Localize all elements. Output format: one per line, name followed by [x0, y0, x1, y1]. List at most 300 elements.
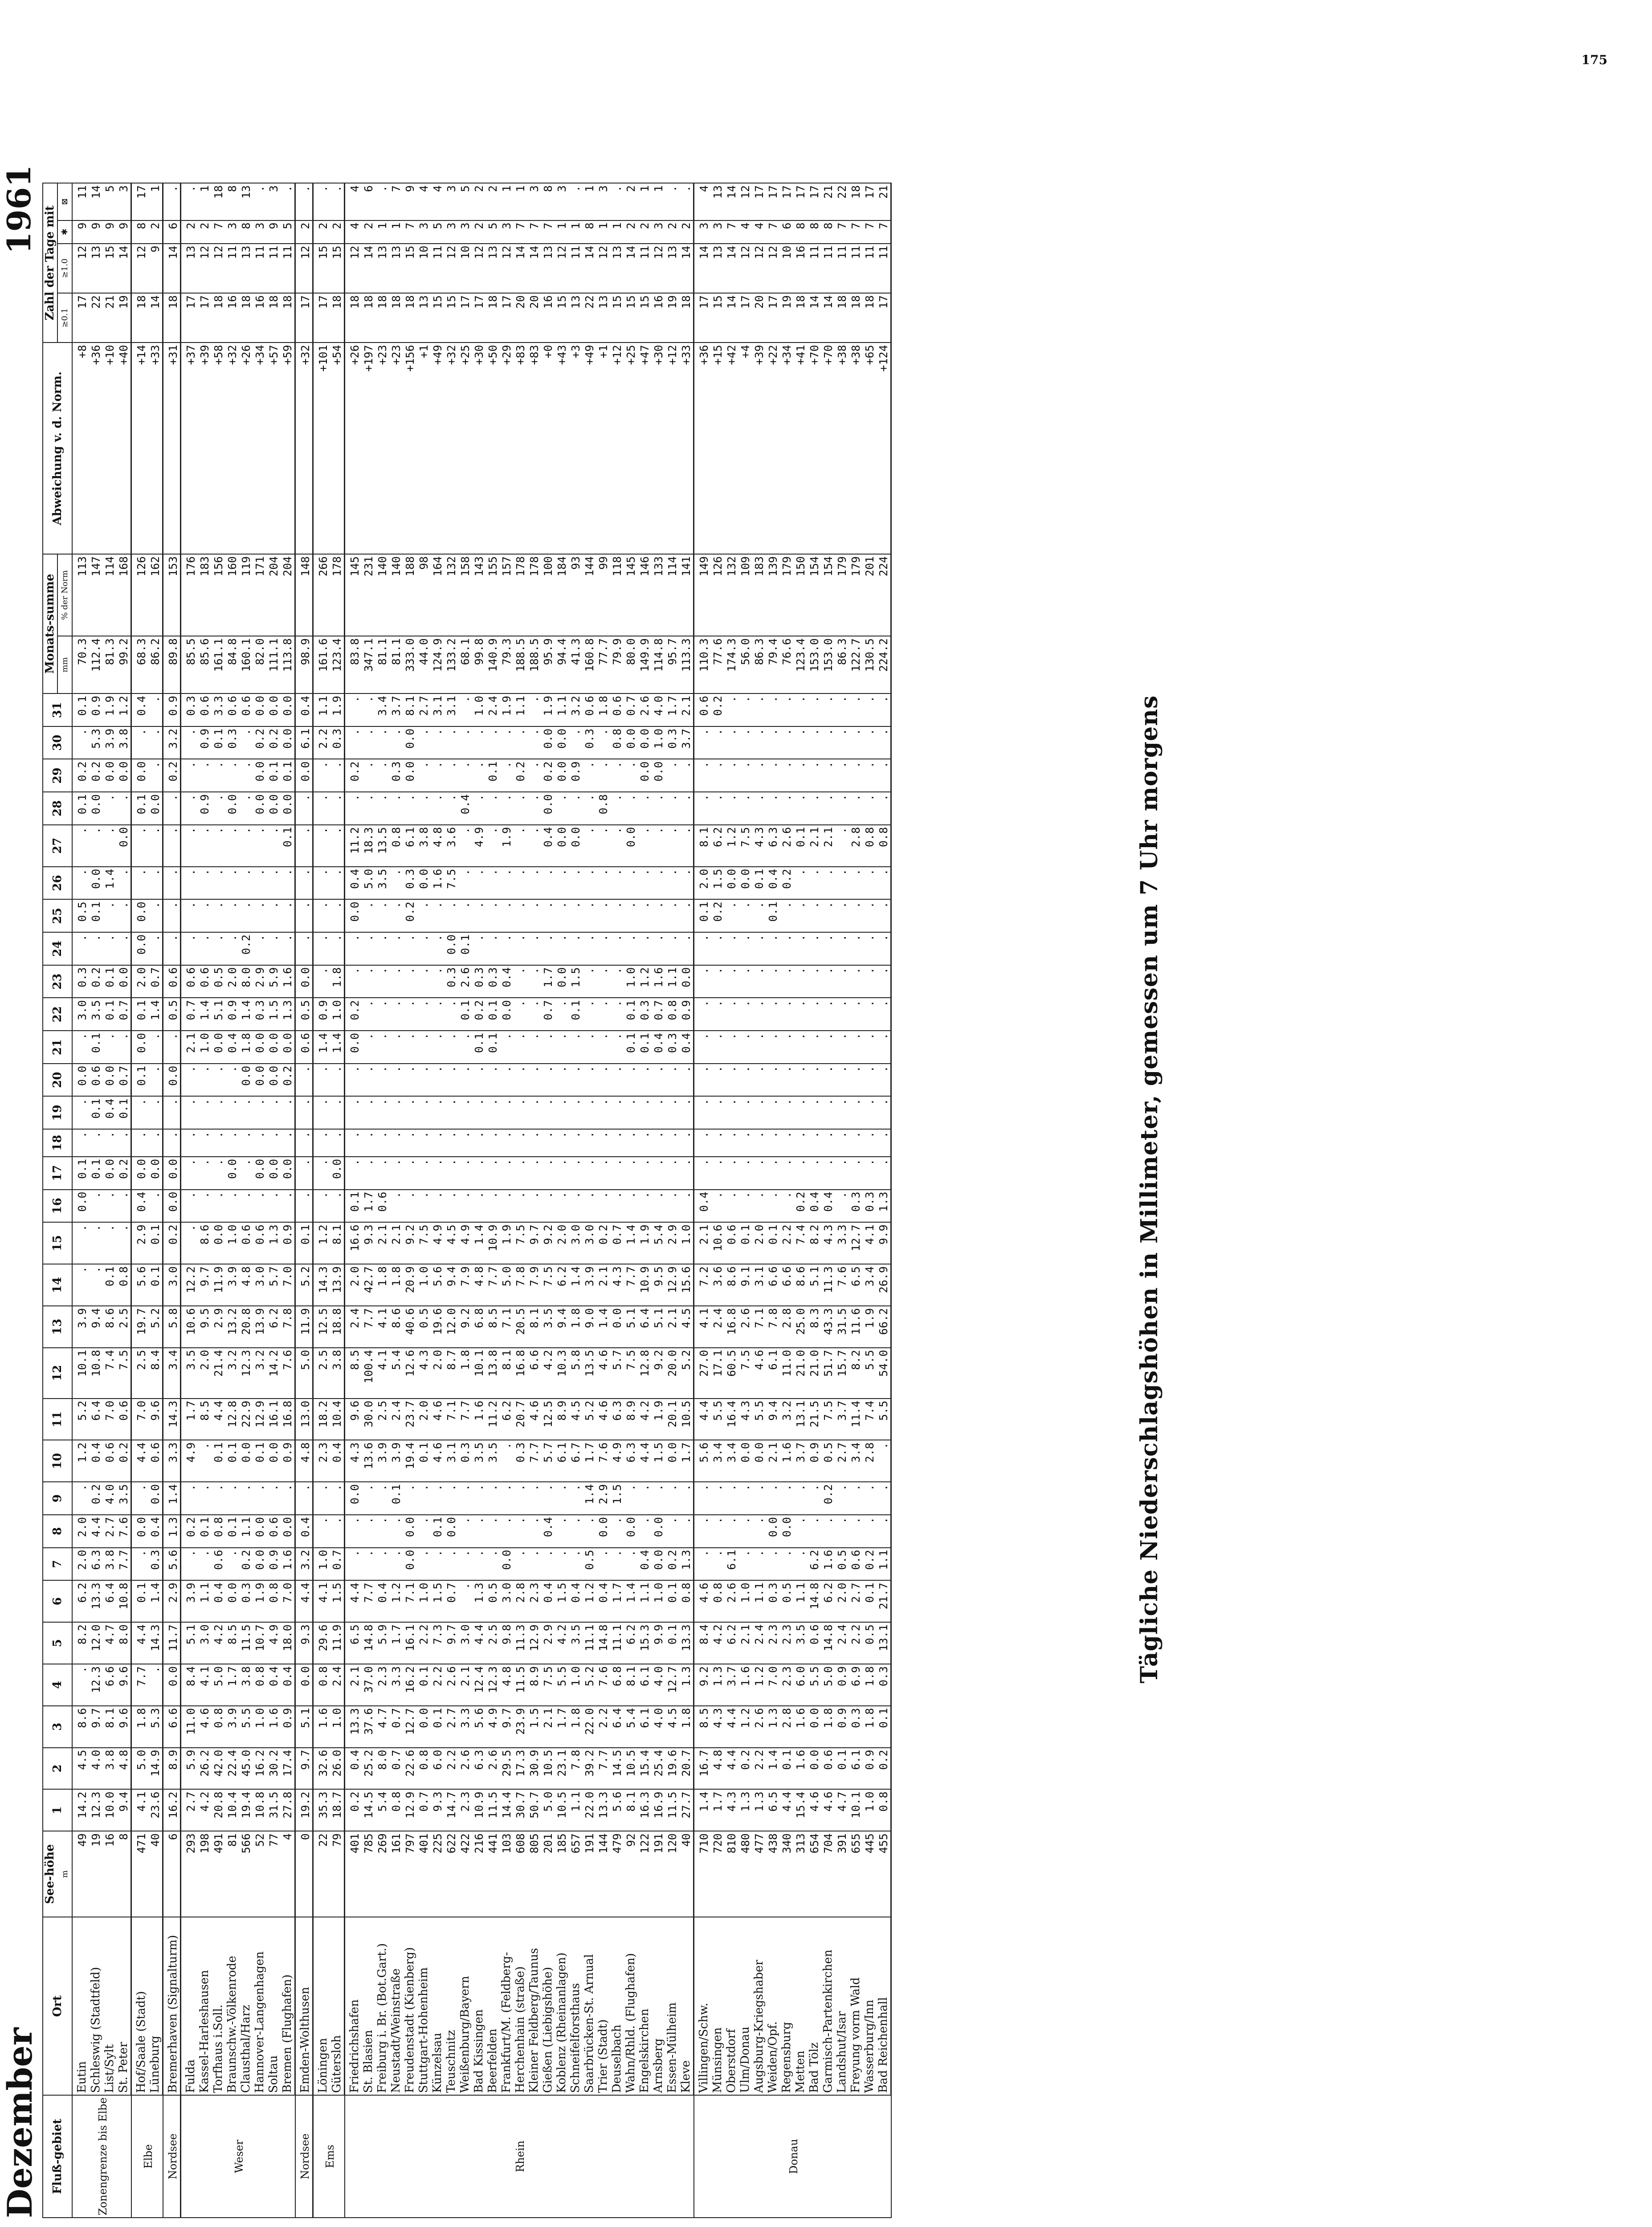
- day-value-cell: .: [389, 1515, 403, 1548]
- pct-norm-cell: 153: [163, 554, 181, 636]
- day-value-cell: 5.6: [431, 1264, 445, 1306]
- day-value-cell: .: [794, 759, 808, 792]
- count-cell: 17: [198, 293, 212, 343]
- day-value-cell: 0.0: [281, 693, 295, 726]
- day-value-cell: .: [752, 693, 766, 726]
- place-cell: Engelskirchen: [638, 1917, 652, 2095]
- table-title: Tägliche Niederschlagshöhen in Millimeter, gemessen um 7 Uhr morgens: [1136, 695, 1163, 1684]
- day-value-cell: 3.0: [253, 1264, 267, 1306]
- day-value-cell: .: [725, 998, 738, 1031]
- day-value-cell: 0.4: [131, 1190, 149, 1223]
- day-value-cell: .: [163, 867, 181, 900]
- day-value-cell: .: [148, 1129, 163, 1157]
- day-value-cell: .: [541, 1157, 555, 1190]
- day-value-cell: 9.5: [652, 1264, 665, 1306]
- day-value-cell: 7.3: [431, 1622, 445, 1664]
- count-cell: 14: [725, 244, 738, 293]
- place-cell: Beerfelden: [486, 1917, 500, 2095]
- day-value-cell: 6.2: [555, 1264, 569, 1306]
- count-cell: 8: [808, 220, 821, 244]
- day-value-cell: 1.1: [665, 965, 679, 998]
- day-value-cell: .: [711, 1515, 725, 1548]
- day-value-cell: 0.3: [877, 1664, 891, 1706]
- day-value-cell: .: [665, 932, 679, 965]
- day-value-cell: 0.0: [500, 998, 514, 1031]
- day-value-cell: .: [596, 867, 610, 900]
- day-value-cell: 0.9: [198, 726, 212, 759]
- day-value-cell: 7.8: [766, 1306, 780, 1348]
- day-value-cell: .: [163, 825, 181, 867]
- day-value-cell: 0.0: [267, 1157, 281, 1190]
- count-cell: 2: [181, 220, 198, 244]
- day-value-cell: 0.1: [794, 825, 808, 867]
- pct-norm-cell: 160: [225, 554, 239, 636]
- day-value-cell: .: [131, 825, 149, 867]
- day-value-cell: 2.2: [417, 1622, 431, 1664]
- day-value-cell: 9.7: [500, 1706, 514, 1748]
- count-cell: 16: [225, 293, 239, 343]
- altitude-cell: 40: [148, 1831, 163, 1917]
- count-cell: 12: [445, 244, 458, 293]
- day-value-cell: 0.6: [89, 1064, 103, 1097]
- day-value-cell: .: [638, 792, 652, 825]
- day-value-cell: .: [313, 1129, 330, 1157]
- day-value-cell: .: [694, 759, 711, 792]
- day-value-cell: 0.0: [267, 1031, 281, 1064]
- count-cell: 3: [267, 183, 281, 220]
- place-cell: Stuttgart-Hohenheim: [417, 1917, 431, 2095]
- day-value-cell: .: [403, 1482, 417, 1515]
- day-value-cell: .: [863, 998, 877, 1031]
- day-value-cell: .: [458, 759, 472, 792]
- day-value-cell: .: [131, 1129, 149, 1157]
- altitude-cell: 704: [821, 1831, 835, 1917]
- day-value-cell: 11.1: [610, 1622, 624, 1664]
- day-value-cell: 2.6: [752, 1706, 766, 1748]
- day-value-cell: 1.8: [330, 965, 345, 998]
- day-value-cell: .: [766, 1190, 780, 1223]
- day-value-cell: 2.7: [103, 1515, 117, 1548]
- day-value-cell: .: [569, 1064, 583, 1097]
- day-value-cell: 2.3: [527, 1580, 541, 1622]
- day-value-cell: 37.6: [362, 1706, 375, 1748]
- count-cell: 3: [527, 183, 541, 220]
- day-value-cell: .: [239, 1157, 253, 1190]
- place-cell: Freudenstadt (Kienberg): [403, 1917, 417, 2095]
- day-value-cell: 1.8: [375, 1264, 389, 1306]
- day-value-cell: .: [638, 1097, 652, 1130]
- day-value-cell: .: [163, 1129, 181, 1157]
- day-value-cell: .: [725, 792, 738, 825]
- place-cell: Kassel-Harleshausen: [198, 1917, 212, 2095]
- day-value-cell: 0.0: [766, 1515, 780, 1548]
- day-value-cell: .: [624, 759, 638, 792]
- day-value-cell: 16.4: [725, 1399, 738, 1440]
- day-value-cell: .: [725, 1129, 738, 1157]
- day-value-cell: 0.6: [253, 1222, 267, 1264]
- day-value-cell: 1.7: [711, 1789, 725, 1831]
- day-value-cell: 1.9: [652, 1399, 665, 1440]
- day-value-cell: 7.7: [131, 1664, 149, 1706]
- day-value-cell: 0.3: [849, 1190, 863, 1223]
- day-value-cell: .: [117, 867, 131, 900]
- day-value-cell: 0.7: [330, 1548, 345, 1581]
- count-cell: 4: [417, 183, 431, 220]
- day-value-cell: .: [281, 899, 295, 932]
- day-header: 16: [43, 1190, 72, 1223]
- monthly-sum-cell: 161.1: [212, 636, 225, 693]
- day-value-cell: 0.6: [725, 1222, 738, 1264]
- day-value-cell: 7.6: [281, 1348, 295, 1399]
- place-cell: Metten: [794, 1917, 808, 2095]
- day-value-cell: .: [72, 1664, 89, 1706]
- day-value-cell: 7.7: [117, 1548, 131, 1581]
- count-cell: 17: [766, 293, 780, 343]
- day-value-cell: 0.4: [212, 1580, 225, 1622]
- altitude-cell: 216: [472, 1831, 486, 1917]
- count-cell: 8: [225, 183, 239, 220]
- day-value-cell: .: [679, 792, 694, 825]
- day-value-cell: 4.4: [725, 1748, 738, 1790]
- day-value-cell: .: [198, 825, 212, 867]
- day-value-cell: 2.0: [417, 1399, 431, 1440]
- day-value-cell: .: [148, 825, 163, 867]
- day-value-cell: .: [527, 932, 541, 965]
- day-value-cell: .: [780, 1157, 794, 1190]
- count-cell: 9: [117, 220, 131, 244]
- day-value-cell: 0.8: [117, 1264, 131, 1306]
- count-cell: 14: [583, 244, 596, 293]
- monthly-sum-cell: 188.5: [514, 636, 527, 693]
- place-cell: Saarbrücken-St. Arnual: [583, 1917, 596, 2095]
- day-value-cell: .: [665, 1097, 679, 1130]
- day-value-cell: 15.4: [638, 1748, 652, 1790]
- day-value-cell: .: [403, 965, 417, 998]
- day-value-cell: 5.5: [877, 1399, 891, 1440]
- day-value-cell: .: [527, 965, 541, 998]
- day-value-cell: 13.9: [330, 1264, 345, 1306]
- count-cell: 7: [725, 220, 738, 244]
- day-value-cell: 1.2: [725, 825, 738, 867]
- day-value-cell: .: [330, 1129, 345, 1157]
- day-value-cell: .: [514, 998, 527, 1031]
- day-value-cell: 18.0: [281, 1622, 295, 1664]
- altitude-header: [43, 1831, 72, 1917]
- day-value-cell: 0.1: [569, 998, 583, 1031]
- place-cell: Koblenz (Rheinanlagen): [555, 1917, 569, 2095]
- pct-norm-cell: 231: [362, 554, 375, 636]
- day-value-cell: 1.5: [652, 1440, 665, 1482]
- day-value-cell: .: [835, 792, 849, 825]
- day-value-cell: .: [472, 1482, 486, 1515]
- day-value-cell: 1.7: [665, 693, 679, 726]
- day-value-cell: .: [766, 965, 780, 998]
- day-value-cell: 2.5: [486, 1622, 500, 1664]
- day-value-cell: 0.7: [652, 998, 665, 1031]
- altitude-cell: 655: [849, 1831, 863, 1917]
- day-value-cell: 6.3: [766, 825, 780, 867]
- day-value-cell: 0.0: [89, 792, 103, 825]
- count-cell: 18: [281, 293, 295, 343]
- pct-norm-cell: 126: [131, 554, 149, 636]
- day-value-cell: .: [417, 1064, 431, 1097]
- day-value-cell: 20.8: [212, 1789, 225, 1831]
- day-value-cell: 0.2: [281, 1064, 295, 1097]
- monthly-sum-cell: 85.5: [181, 636, 198, 693]
- day-value-cell: .: [808, 899, 821, 932]
- count-cell: 7: [541, 220, 555, 244]
- day-value-cell: 0.1: [766, 1222, 780, 1264]
- day-header: 4: [43, 1664, 72, 1706]
- day-header: 22: [43, 998, 72, 1031]
- day-value-cell: 37.0: [362, 1664, 375, 1706]
- table-row: [313, 183, 330, 2218]
- day-value-cell: 1.4: [148, 998, 163, 1031]
- day-value-cell: 11.7: [163, 1622, 181, 1664]
- count-cell: 8: [131, 220, 149, 244]
- count-cell: 11: [253, 244, 267, 293]
- day-value-cell: 3.3: [835, 1222, 849, 1264]
- day-value-cell: 0.9: [89, 693, 103, 726]
- day-value-cell: 0.1: [431, 1706, 445, 1748]
- day-value-cell: .: [766, 1157, 780, 1190]
- day-value-cell: 0.3: [472, 965, 486, 998]
- day-value-cell: .: [652, 932, 665, 965]
- altitude-cell: 19: [89, 1831, 103, 1917]
- day-value-cell: .: [725, 1515, 738, 1548]
- day-value-cell: .: [752, 998, 766, 1031]
- day-value-cell: 5.6: [694, 1440, 711, 1482]
- day-value-cell: 4.1: [313, 1580, 330, 1622]
- day-value-cell: .: [148, 1031, 163, 1064]
- day-value-cell: .: [725, 693, 738, 726]
- day-value-cell: 0.0: [117, 759, 131, 792]
- day-value-cell: 9.2: [541, 1222, 555, 1264]
- day-value-cell: .: [652, 792, 665, 825]
- day-value-cell: 0.2: [514, 759, 527, 792]
- river-group: [72, 183, 131, 2218]
- day-value-cell: .: [362, 1482, 375, 1515]
- day-value-cell: .: [445, 1129, 458, 1157]
- day-value-cell: 7.6: [835, 1264, 849, 1306]
- day-value-cell: .: [225, 867, 239, 900]
- day-value-cell: 6.8: [610, 1664, 624, 1706]
- day-value-cell: 0.0: [148, 1157, 163, 1190]
- day-value-cell: 0.2: [163, 759, 181, 792]
- count-cell: 4: [694, 183, 711, 220]
- day-value-cell: .: [766, 726, 780, 759]
- day-value-cell: .: [431, 965, 445, 998]
- day-value-cell: .: [794, 1031, 808, 1064]
- pct-norm-cell: 179: [849, 554, 863, 636]
- day-value-cell: .: [313, 867, 330, 900]
- day-value-cell: 6.7: [569, 1440, 583, 1482]
- day-value-cell: .: [500, 726, 514, 759]
- count-cell: 20: [514, 293, 527, 343]
- day-value-cell: 1.0: [313, 1548, 330, 1581]
- day-value-cell: 5.9: [181, 1748, 198, 1790]
- count-cell: 12: [295, 244, 313, 293]
- altitude-cell: 477: [752, 1831, 766, 1917]
- altitude-cell: 77: [267, 1831, 281, 1917]
- day-value-cell: .: [541, 1064, 555, 1097]
- day-value-cell: .: [330, 1515, 345, 1548]
- day-value-cell: 23.7: [403, 1399, 417, 1440]
- pct-norm-cell: 149: [694, 554, 711, 636]
- day-value-cell: .: [417, 965, 431, 998]
- day-value-cell: .: [72, 867, 89, 900]
- day-value-cell: .: [821, 1031, 835, 1064]
- day-value-cell: .: [225, 759, 239, 792]
- count-cell: 11: [638, 244, 652, 293]
- day-value-cell: .: [198, 1440, 212, 1482]
- day-value-cell: 4.4: [89, 1515, 103, 1548]
- day-value-cell: 0.5: [486, 1580, 500, 1622]
- day-value-cell: 0.6: [694, 693, 711, 726]
- day-value-cell: 0.4: [225, 1031, 239, 1064]
- day-value-cell: .: [725, 1482, 738, 1515]
- day-value-cell: .: [652, 1129, 665, 1157]
- day-value-cell: 19.4: [403, 1440, 417, 1482]
- day-value-cell: 0.5: [863, 1622, 877, 1664]
- day-value-cell: 2.3: [375, 1664, 389, 1706]
- count-cell: 11: [821, 244, 835, 293]
- day-value-cell: .: [458, 1157, 472, 1190]
- day-value-cell: .: [694, 1157, 711, 1190]
- day-value-cell: 0.0: [267, 1064, 281, 1097]
- count-cell: 15: [624, 293, 638, 343]
- deviation-cell: +49: [431, 343, 445, 554]
- day-value-cell: 1.7: [555, 1706, 569, 1748]
- day-value-cell: 0.1: [281, 759, 295, 792]
- day-value-cell: .: [711, 932, 725, 965]
- day-value-cell: 4.0: [103, 1482, 117, 1515]
- day-value-cell: 4.3: [711, 1706, 725, 1748]
- table-row: [752, 183, 766, 2218]
- day-value-cell: 4.3: [752, 825, 766, 867]
- day-value-cell: 0.8: [389, 1789, 403, 1831]
- day-value-cell: 10.8: [253, 1789, 267, 1831]
- monthly-sum-cell: 161.6: [313, 636, 330, 693]
- day-value-cell: .: [163, 1031, 181, 1064]
- place-cell: Emden-Wolthusen: [295, 1917, 313, 2095]
- day-value-cell: .: [403, 792, 417, 825]
- day-value-cell: .: [725, 899, 738, 932]
- deviation-cell: +70: [821, 343, 835, 554]
- day-value-cell: .: [679, 899, 694, 932]
- day-value-cell: 5.0: [131, 1748, 149, 1790]
- count-cell: 10: [458, 244, 472, 293]
- day-value-cell: .: [794, 1482, 808, 1515]
- day-value-cell: .: [808, 1482, 821, 1515]
- day-value-cell: 4.5: [445, 1222, 458, 1264]
- day-value-cell: 3.5: [472, 1440, 486, 1482]
- day-value-cell: .: [835, 1515, 849, 1548]
- count-cell: 8: [239, 220, 253, 244]
- place-cell: Lüneburg: [148, 1917, 163, 2095]
- day-value-cell: .: [638, 825, 652, 867]
- count-cell: 2: [638, 220, 652, 244]
- day-value-cell: .: [527, 759, 541, 792]
- day-value-cell: .: [694, 1097, 711, 1130]
- day-value-cell: .: [486, 1129, 500, 1157]
- day-value-cell: .: [131, 726, 149, 759]
- day-value-cell: 2.6: [738, 1306, 752, 1348]
- day-value-cell: .: [583, 867, 596, 900]
- day-value-cell: .: [486, 1548, 500, 1581]
- day-value-cell: .: [638, 1515, 652, 1548]
- day-value-cell: 18.3: [362, 825, 375, 867]
- day-value-cell: 2.0: [72, 1515, 89, 1548]
- day-value-cell: .: [131, 1548, 149, 1581]
- count-cell: 11: [863, 244, 877, 293]
- day-value-cell: .: [610, 1129, 624, 1157]
- day-value-cell: 0.0: [417, 1706, 431, 1748]
- day-value-cell: 0.0: [163, 1664, 181, 1706]
- day-header: 8: [43, 1515, 72, 1548]
- day-value-cell: 0.8: [596, 792, 610, 825]
- count-cell: 7: [835, 220, 849, 244]
- day-value-cell: 7.2: [694, 1264, 711, 1306]
- day-value-cell: .: [849, 1031, 863, 1064]
- day-value-cell: 5.6: [472, 1706, 486, 1748]
- day-header: 25: [43, 899, 72, 932]
- day-value-cell: 0.0: [163, 1190, 181, 1223]
- day-value-cell: 10.5: [555, 1789, 569, 1831]
- day-value-cell: .: [375, 932, 389, 965]
- day-value-cell: 12.3: [89, 1664, 103, 1706]
- place-cell: Wahn/Rhld. (Flughafen): [624, 1917, 638, 2095]
- day-value-cell: 0.2: [877, 1748, 891, 1790]
- day-value-cell: 3.7: [725, 1664, 738, 1706]
- count-cell: 15: [638, 293, 652, 343]
- day-value-cell: .: [403, 1031, 417, 1064]
- day-value-cell: 0.5: [417, 1306, 431, 1348]
- day-value-cell: .: [638, 1482, 652, 1515]
- day-value-cell: .: [295, 1097, 313, 1130]
- altitude-cell: 455: [877, 1831, 891, 1917]
- river-cell: Zonengrenze bis Elbe: [72, 2095, 131, 2218]
- day-value-cell: 0.4: [821, 1190, 835, 1223]
- day-value-cell: .: [148, 1064, 163, 1097]
- day-value-cell: 0.6: [821, 1748, 835, 1790]
- day-value-cell: 4.6: [596, 1399, 610, 1440]
- day-value-cell: .: [458, 1064, 472, 1097]
- day-value-cell: .: [569, 1190, 583, 1223]
- day-value-cell: 30.7: [514, 1789, 527, 1831]
- day-value-cell: .: [375, 1548, 389, 1581]
- deviation-cell: +30: [472, 343, 486, 554]
- deviation-cell: +34: [253, 343, 267, 554]
- altitude-cell: 0: [295, 1831, 313, 1917]
- day-value-cell: 0.1: [877, 1706, 891, 1748]
- day-value-cell: 4.9: [181, 1440, 198, 1482]
- day-value-cell: 1.8: [389, 1264, 403, 1306]
- day-value-cell: 0.2: [472, 998, 486, 1031]
- day-value-cell: 0.0: [267, 1440, 281, 1482]
- day-value-cell: .: [458, 693, 472, 726]
- day-value-cell: .: [417, 1097, 431, 1130]
- day-header: 1: [43, 1789, 72, 1831]
- day-value-cell: 20.1: [665, 1399, 679, 1440]
- day-value-cell: 1.0: [417, 1264, 431, 1306]
- day-value-cell: 10.1: [472, 1348, 486, 1399]
- day-value-cell: 9.3: [295, 1622, 313, 1664]
- day-header: 9: [43, 1482, 72, 1515]
- day-value-cell: 7.7: [458, 1399, 472, 1440]
- day-value-cell: .: [239, 792, 253, 825]
- day-value-cell: 0.4: [541, 825, 555, 867]
